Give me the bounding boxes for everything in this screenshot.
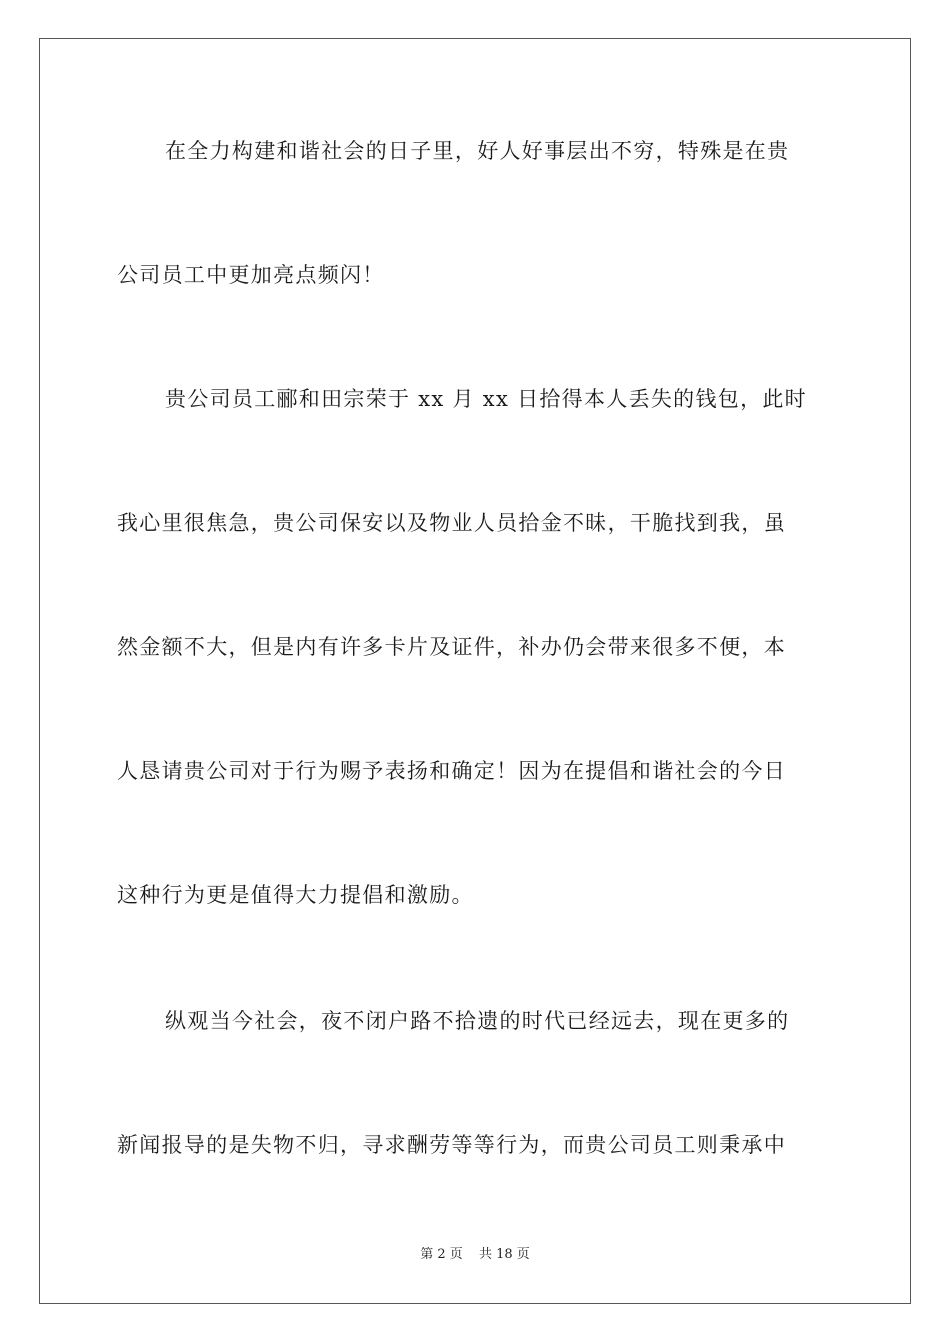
paragraph-2-line-3: 然金额不大，但是内有许多卡片及证件，补办仍会带来很多不便，本	[117, 635, 786, 659]
page-border	[39, 38, 911, 1304]
paragraph-2-line-5: 这种行为更是值得大力提倡和激励。	[117, 883, 474, 907]
page-footer	[0, 1247, 950, 1263]
paragraph-2-line-2: 我心里很焦急，贵公司保安以及物业人员拾金不昧，干脆找到我，虽	[117, 511, 786, 535]
paragraph-3-line-1: 纵观当今社会，夜不闭户路不拾遗的时代已经远去，现在更多的	[165, 1009, 790, 1033]
paragraph-1-line-2: 公司员工中更加亮点频闪！	[117, 263, 385, 287]
paragraph-2-line-4: 人恳请贵公司对于行为赐予表扬和确定！因为在提倡和谐社会的今日	[117, 759, 786, 783]
page-total: 共 18 页	[478, 1247, 530, 1262]
page-number: 第 2 页	[420, 1247, 463, 1262]
paragraph-1-line-1: 在全力构建和谐社会的日子里，好人好事层出不穷，特殊是在贵	[165, 139, 790, 163]
paragraph-3-line-2: 新闻报导的是失物不归，寻求酬劳等等行为，而贵公司员工则秉承中	[117, 1133, 786, 1157]
paragraph-2-line-1: 贵公司员工郦和田宗荣于 xx 月 xx 日拾得本人丢失的钱包，此时	[165, 387, 807, 411]
